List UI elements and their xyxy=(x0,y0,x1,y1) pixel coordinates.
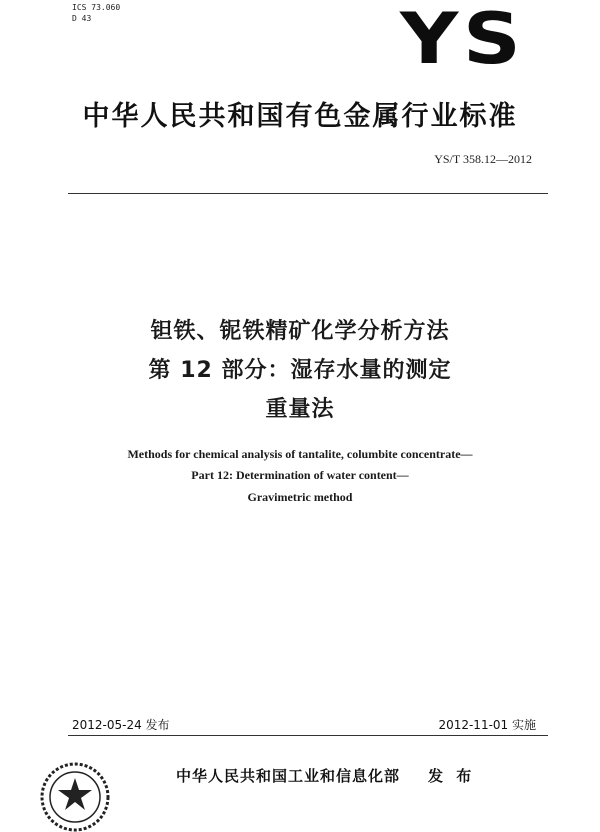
title-en-line1: Methods for chemical analysis of tantalite, columbite concentrate— xyxy=(127,447,473,461)
seal-icon xyxy=(40,762,110,832)
ccs-code: D 43 xyxy=(72,14,92,23)
title-en-line3: Gravimetric method xyxy=(247,490,353,504)
organization-title: 中华人民共和国有色金属行业标准 xyxy=(82,101,518,132)
title-zh-line2: 第 12 部分：湿存水量的测定 xyxy=(148,358,452,383)
issue-date: 2012-05-24 发布 xyxy=(72,718,170,732)
ics-code: ICS 73.060 xyxy=(72,3,121,12)
implement-date: 2012-11-01 实施 xyxy=(438,718,536,732)
standard-logo: YS xyxy=(400,0,526,80)
publish-label: 发 布 xyxy=(428,767,476,785)
publisher-name: 中华人民共和国工业和信息化部 xyxy=(176,767,401,785)
classification-codes xyxy=(72,2,120,24)
title-zh-line3: 重量法 xyxy=(265,397,335,422)
footer-divider xyxy=(68,735,548,736)
header-divider xyxy=(68,193,548,194)
standard-number: YS/T 358.12—2012 xyxy=(434,152,532,166)
title-zh-line1: 钽铁、铌铁精矿化学分析方法 xyxy=(150,319,450,344)
title-en-line2: Part 12: Determination of water content— xyxy=(191,468,409,482)
